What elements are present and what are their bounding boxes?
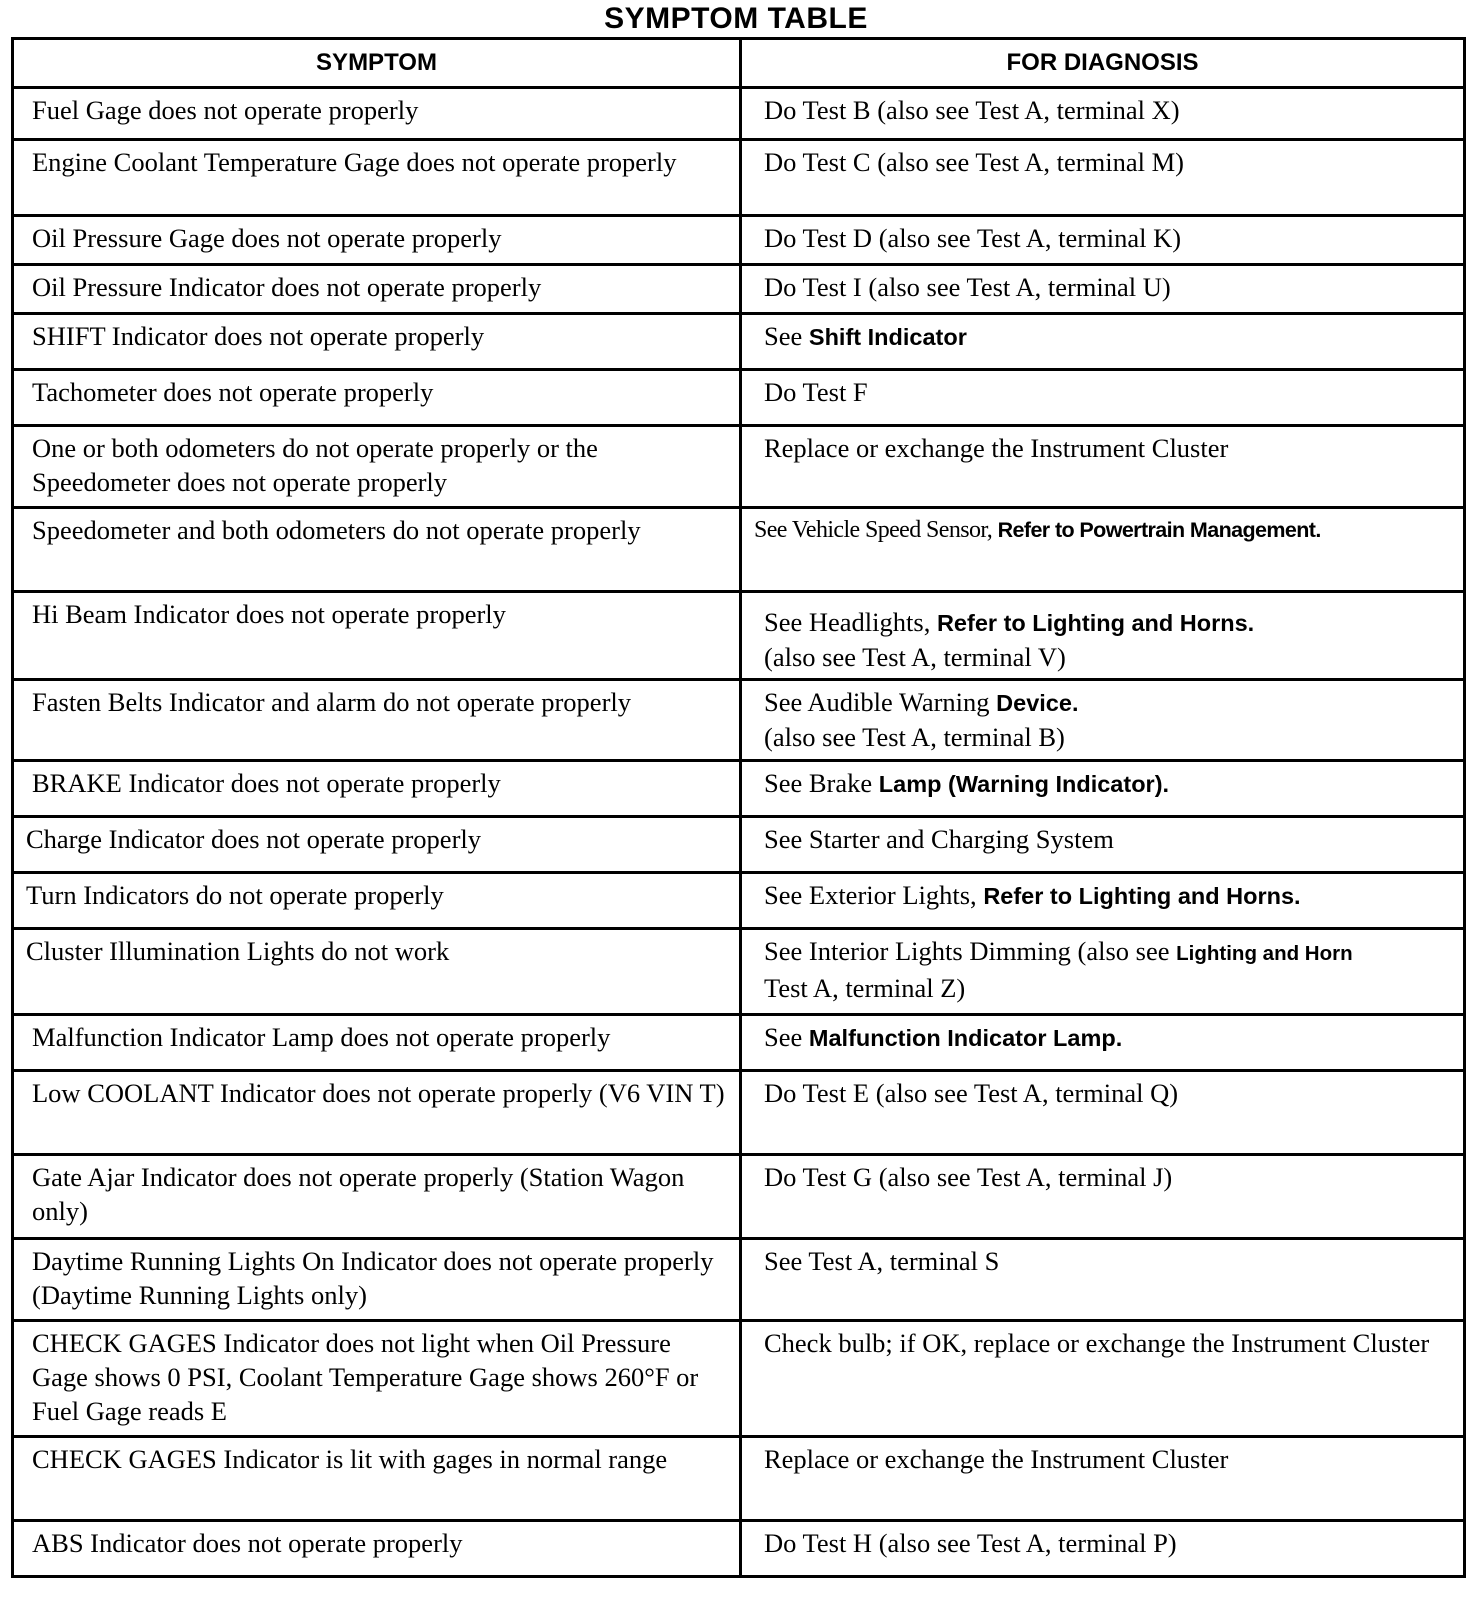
diagnosis-cell: [741, 1239, 1465, 1321]
symptom-cell: Oil Pressure Gage does not operate properly: [13, 216, 741, 265]
diagnosis-cell: [741, 929, 1465, 1015]
diagnosis-text: See Brake: [764, 768, 879, 798]
table-row: [13, 508, 1465, 592]
diagnosis-cell: [741, 426, 1465, 508]
diagnosis-bold-text: Lighting and Horn: [1176, 942, 1353, 965]
diagnosis-cell: [741, 592, 1465, 680]
diagnosis-cell: [741, 314, 1465, 370]
diagnosis-cell: [741, 265, 1465, 314]
diagnosis-cell: [741, 1015, 1465, 1071]
diagnosis-cell: [741, 1437, 1465, 1521]
table-row: [13, 314, 1465, 370]
table-row: [13, 1321, 1465, 1437]
diagnosis-column-header: FOR DIAGNOSIS: [741, 39, 1465, 88]
symptom-table: [11, 37, 1466, 1578]
diagnosis-cell: [741, 1321, 1465, 1437]
diagnosis-text: Do Test E (also see Test A, terminal Q): [764, 1078, 1179, 1108]
symptom-cell: Malfunction Indicator Lamp does not operate properly: [13, 1015, 741, 1071]
table-row: [13, 426, 1465, 508]
diagnosis-bold-text: Shift Indicator: [808, 324, 967, 350]
diagnosis-text: Replace or exchange the Instrument Cluster: [764, 1444, 1229, 1474]
table-row: [13, 680, 1465, 761]
table-row: [13, 88, 1465, 140]
table-row: [13, 265, 1465, 314]
diagnosis-text: Do Test C (also see Test A, terminal M): [764, 147, 1184, 177]
table-row: [13, 1437, 1465, 1521]
diagnosis-text: See Starter and Charging System: [764, 824, 1114, 854]
symptom-cell: SHIFT Indicator does not operate properly: [13, 314, 741, 370]
symptom-cell: Fasten Belts Indicator and alarm do not operate properly: [13, 680, 741, 761]
symptom-cell: CHECK GAGES Indicator does not light when Oil Pressure Gage shows 0 PSI, Coolant Temperature Gage shows 260°F or Fuel Gage reads E: [13, 1321, 741, 1437]
diagnosis-cell: [741, 140, 1465, 216]
table-row: [13, 592, 1465, 680]
table-row: [13, 1015, 1465, 1071]
diagnosis-text: Replace or exchange the Instrument Cluster: [764, 433, 1229, 463]
symptom-cell: Engine Coolant Temperature Gage does not operate properly: [13, 140, 741, 216]
diagnosis-cell: [741, 873, 1465, 929]
diagnosis-text: Check bulb; if OK, replace or exchange the Instrument Cluster: [764, 1328, 1430, 1358]
diagnosis-text: Do Test I (also see Test A, terminal U): [764, 272, 1171, 302]
diagnosis-text: See: [764, 321, 809, 351]
symptom-cell: Fuel Gage does not operate properly: [13, 88, 741, 140]
diagnosis-text: See: [764, 1022, 809, 1052]
diagnosis-cell: [741, 508, 1465, 592]
table-header-row: [13, 39, 1465, 88]
symptom-cell: ABS Indicator does not operate properly: [13, 1521, 741, 1577]
diagnosis-text: Do Test G (also see Test A, terminal J): [764, 1162, 1173, 1192]
table-row: [13, 873, 1465, 929]
symptom-cell: Low COOLANT Indicator does not operate properly (V6 VIN T): [13, 1071, 741, 1155]
diagnosis-cell: [741, 216, 1465, 265]
diagnosis-cell: [741, 680, 1465, 761]
diagnosis-text: Do Test F: [764, 377, 868, 407]
diagnosis-text-line2: (also see Test A, terminal B): [764, 722, 1065, 752]
diagnosis-bold-text: Refer to Lighting and Horns.: [983, 883, 1301, 909]
table-row: [13, 1071, 1465, 1155]
symptom-column-header: SYMPTOM: [13, 39, 741, 88]
symptom-cell: Cluster Illumination Lights do not work: [13, 929, 741, 1015]
symptom-cell: Charge Indicator does not operate properly: [13, 817, 741, 873]
symptom-cell: Turn Indicators do not operate properly: [13, 873, 741, 929]
diagnosis-text: Do Test H (also see Test A, terminal P): [764, 1528, 1177, 1558]
table-row: [13, 1521, 1465, 1577]
diagnosis-bold-text: Device.: [996, 690, 1079, 716]
diagnosis-bold-text: Refer to Lighting and Horns.: [936, 610, 1255, 636]
diagnosis-cell: [741, 761, 1465, 817]
table-row: [13, 929, 1465, 1015]
diagnosis-text: See Vehicle Speed Sensor,: [754, 517, 998, 543]
diagnosis-text: See Headlights,: [764, 607, 937, 637]
diagnosis-text: See Test A, terminal S: [764, 1246, 1000, 1276]
symptom-cell: Daytime Running Lights On Indicator does not operate properly (Daytime Running Lights only): [13, 1239, 741, 1321]
diagnosis-text-line2: (also see Test A, terminal V): [764, 642, 1066, 672]
symptom-cell: Gate Ajar Indicator does not operate properly (Station Wagon only): [13, 1155, 741, 1239]
symptom-cell: One or both odometers do not operate properly or the Speedometer does not operate properly: [13, 426, 741, 508]
page-title: SYMPTOM TABLE: [604, 2, 868, 35]
diagnosis-text: See Interior Lights Dimming (also see: [764, 936, 1177, 966]
diagnosis-cell: [741, 1071, 1465, 1155]
diagnosis-text: Do Test B (also see Test A, terminal X): [764, 95, 1180, 125]
diagnosis-cell: [741, 88, 1465, 140]
table-row: [13, 216, 1465, 265]
symptom-cell: BRAKE Indicator does not operate properly: [13, 761, 741, 817]
symptom-cell: CHECK GAGES Indicator is lit with gages in normal range: [13, 1437, 741, 1521]
diagnosis-bold-text: Malfunction Indicator Lamp.: [808, 1025, 1123, 1051]
diagnosis-bold-text: Lamp (Warning Indicator).: [878, 771, 1170, 797]
table-row: [13, 1155, 1465, 1239]
table-row: [13, 761, 1465, 817]
table-row: [13, 1239, 1465, 1321]
diagnosis-text: See Audible Warning: [764, 687, 997, 717]
symptom-cell: Speedometer and both odometers do not operate properly: [13, 508, 741, 592]
diagnosis-cell: [741, 1155, 1465, 1239]
symptom-cell: Tachometer does not operate properly: [13, 370, 741, 426]
table-row: [13, 140, 1465, 216]
diagnosis-text-line2: Test A, terminal Z): [764, 973, 966, 1003]
symptom-cell: Oil Pressure Indicator does not operate properly: [13, 265, 741, 314]
symptom-cell: Hi Beam Indicator does not operate properly: [13, 592, 741, 680]
diagnosis-cell: [741, 370, 1465, 426]
diagnosis-cell: [741, 817, 1465, 873]
diagnosis-cell: [741, 1521, 1465, 1577]
table-row: [13, 370, 1465, 426]
diagnosis-text: Do Test D (also see Test A, terminal K): [764, 223, 1182, 253]
table-row: [13, 817, 1465, 873]
diagnosis-bold-text: Refer to Powertrain Management.: [997, 518, 1321, 542]
diagnosis-text: See Exterior Lights,: [764, 880, 984, 910]
